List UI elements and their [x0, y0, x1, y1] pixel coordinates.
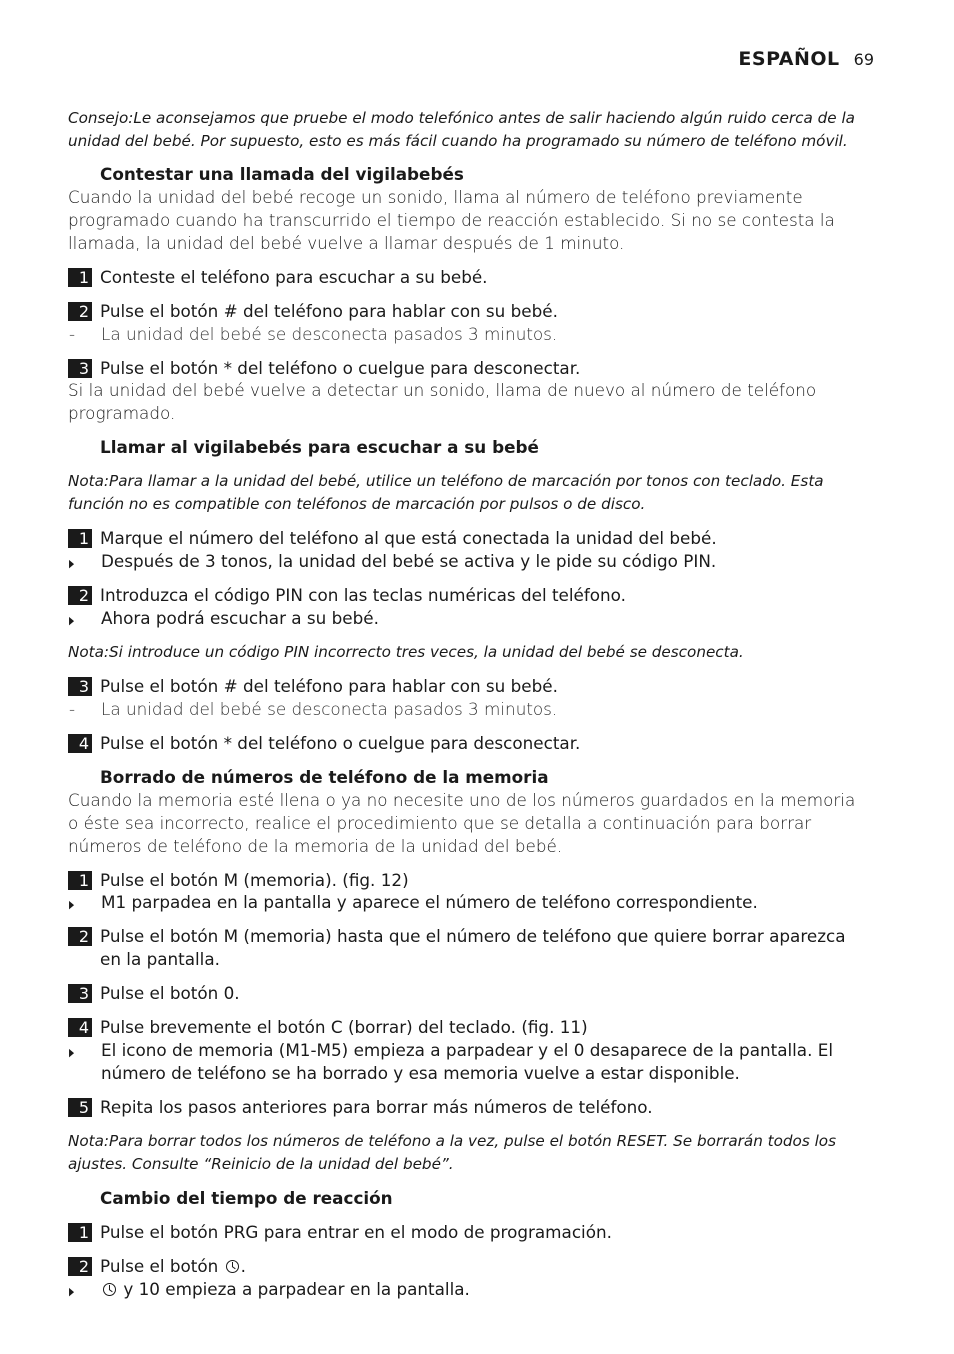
step-text: Pulse el botón # del teléfono para hablar con su bebé. [100, 676, 558, 696]
step-text: Pulse el botón * del teléfono o cuelgue para desconectar. [100, 733, 581, 753]
step-text: Pulse el botón 0. [100, 983, 240, 1003]
result-arrow-icon: ▶ [69, 557, 75, 570]
step-item [68, 584, 868, 607]
step-item [68, 925, 868, 971]
section-heading: Borrado de números de teléfono de la memoria [100, 767, 549, 787]
result-text: Después de 3 tonos, la unidad del bebé se activa y le pide su código PIN. [101, 551, 717, 571]
step-number: 4 [68, 734, 92, 753]
step-text: Repita los pasos anteriores para borrar más números de teléfono. [100, 1097, 653, 1117]
section-heading: Llamar al vigilabebés para escuchar a su bebé [100, 437, 539, 457]
step-number: 2 [68, 1257, 92, 1276]
step-number: 3 [68, 359, 92, 378]
step-text: Pulse brevemente el botón C (borrar) del teclado. (fig. 11) [100, 1017, 588, 1037]
step-item [68, 732, 868, 755]
step-item [68, 982, 868, 1005]
step-text [100, 1255, 868, 1278]
section-heading: Cambio del tiempo de reacción [100, 1188, 393, 1208]
tip-note: Consejo:Le aconsejamos que pruebe el modo telefónico antes de salir haciendo algún ruido cerca de la unidad del bebé. Por supuesto, esto es más fácil cuando ha programado su número de teléfono móvil. [68, 109, 855, 150]
step-text: Pulse el botón M (memoria). (fig. 12) [100, 870, 409, 890]
language-label: ESPAÑOL [738, 48, 840, 70]
dash-bullet: - [69, 699, 76, 719]
step-number: 3 [68, 984, 92, 1003]
result-text: Ahora podrá escuchar a su bebé. [101, 608, 379, 628]
step-number: 1 [68, 268, 92, 287]
step-item [68, 1096, 868, 1119]
step-number: 1 [68, 529, 92, 548]
step-text-after: . [240, 1256, 246, 1276]
step-number: 3 [68, 677, 92, 696]
step-text: Pulse el botón M (memoria) hasta que el número de teléfono que quiere borrar aparezca en la pantalla. [100, 926, 846, 969]
step-number: 1 [68, 1223, 92, 1242]
step-number: 2 [68, 302, 92, 321]
section-intro: Cuando la memoria esté llena o ya no necesite uno de los números guardados en la memoria o éste sea incorrecto, realice el procedimiento que se detalla a continuación para borrar números de teléfono de la memoria de la unidad del bebé. [68, 790, 856, 856]
result-arrow-icon: ▶ [69, 898, 75, 911]
dash-text: La unidad del bebé se desconecta pasados 3 minutos. [101, 324, 558, 344]
result-item [68, 607, 868, 632]
dash-item [68, 323, 868, 346]
note: Nota:Para llamar a la unidad del bebé, utilice un teléfono de marcación por tonos con teclado. Esta función no es compatible con teléfonos de marcación por pulsos o de disco. [68, 472, 824, 513]
step-item [68, 1255, 868, 1278]
result-item [68, 1039, 868, 1085]
dash-text: La unidad del bebé se desconecta pasados 3 minutos. [101, 699, 558, 719]
step-number: 2 [68, 586, 92, 605]
section-heading: Contestar una llamada del vigilabebés [100, 164, 464, 184]
result-text [101, 1278, 868, 1303]
step-number: 2 [68, 927, 92, 946]
result-item [68, 550, 868, 575]
step-item [68, 300, 868, 323]
step-text: Introduzca el código PIN con las teclas numéricas del teléfono. [100, 585, 626, 605]
result-arrow-icon: ▶ [69, 1046, 75, 1059]
result-item [68, 1278, 868, 1303]
step-number: 5 [68, 1098, 92, 1117]
step-item [68, 357, 868, 380]
result-text-after: y 10 empieza a parpadear en la pantalla. [118, 1279, 470, 1299]
step-text-before: Pulse el botón [100, 1256, 224, 1276]
section-outro: Si la unidad del bebé vuelve a detectar un sonido, llama de nuevo al número de teléfono programado. [68, 380, 817, 423]
step-number: 1 [68, 871, 92, 890]
clock-icon [103, 1283, 116, 1296]
clock-icon [226, 1260, 239, 1273]
dash-item [68, 698, 868, 721]
page-number: 69 [853, 50, 874, 69]
result-text: M1 parpadea en la pantalla y aparece el número de teléfono correspondiente. [101, 892, 758, 912]
step-item [68, 1221, 868, 1244]
note: Nota:Si introduce un código PIN incorrecto tres veces, la unidad del bebé se desconecta. [68, 643, 744, 661]
page-header [738, 48, 874, 70]
result-text: El icono de memoria (M1-M5) empieza a parpadear y el 0 desaparece de la pantalla. El número de teléfono se ha borrado y esa memoria vuelve a estar disponible. [101, 1040, 834, 1083]
step-text: Pulse el botón PRG para entrar en el modo de programación. [100, 1222, 612, 1242]
note: Nota:Para borrar todos los números de teléfono a la vez, pulse el botón RESET. Se borrarán todos los ajustes. Consulte “Reinicio de la unidad del bebé”. [68, 1132, 837, 1173]
section-intro: Cuando la unidad del bebé recoge un sonido, llama al número de teléfono previamente programado cuando ha transcurrido el tiempo de reacción establecido. Si no se contesta la llamada, la unidad del bebé vuelve a llamar después de 1 minuto. [68, 187, 835, 253]
step-item [68, 869, 868, 892]
step-number: 4 [68, 1018, 92, 1037]
step-item [68, 266, 868, 289]
result-arrow-icon: ▶ [69, 1285, 75, 1298]
step-text: Conteste el teléfono para escuchar a su bebé. [100, 267, 488, 287]
step-item [68, 527, 868, 550]
dash-bullet: - [69, 324, 76, 344]
step-text: Pulse el botón * del teléfono o cuelgue para desconectar. [100, 358, 581, 378]
result-arrow-icon: ▶ [69, 614, 75, 627]
result-item [68, 891, 868, 916]
step-item [68, 1016, 868, 1039]
step-item [68, 675, 868, 698]
step-text: Pulse el botón # del teléfono para hablar con su bebé. [100, 301, 558, 321]
step-text: Marque el número del teléfono al que está conectada la unidad del bebé. [100, 528, 717, 548]
